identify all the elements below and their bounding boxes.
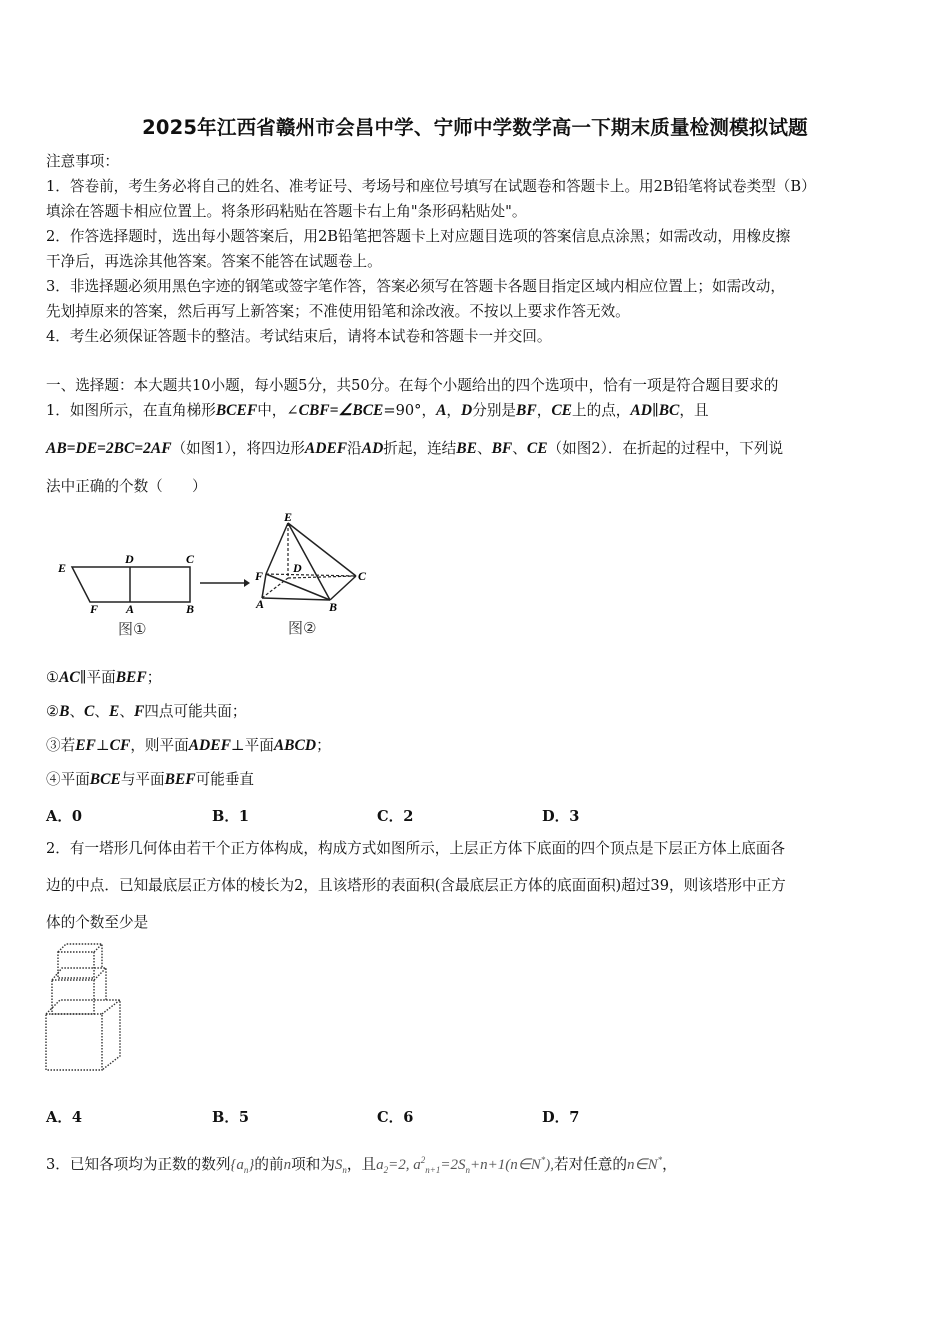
figure-tower-cubes <box>42 942 128 1074</box>
q1-option-c[interactable]: C．2 <box>377 808 414 825</box>
q1-line-2: AB=DE=2BC=2AF（如图1），将四边形ADEF沿AD折起，连结BE、BF、CE（如图2）．在折起的过程中，下列说 <box>46 440 784 457</box>
q1-statement-3: ③若EF⊥CF，则平面ADEF⊥平面ABCD； <box>46 737 331 754</box>
figure-2-solid <box>252 510 372 640</box>
notice-line-2: 填涂在答题卡相应位置上。将条形码粘贴在答题卡右上角"条形码粘贴处"。 <box>46 203 527 220</box>
fig1-label-A: A <box>126 602 135 616</box>
section-heading: 一、选择题：本大题共10小题，每小题5分，共50分。在每个小题给出的四个选项中，恰有一项是符合题目要求的 <box>46 377 779 394</box>
q2-option-a[interactable]: A．4 <box>46 1109 83 1126</box>
fig1-label-F: F <box>90 602 99 616</box>
q2-line-1: 2．有一塔形几何体由若干个正方体构成，构成方式如图所示，上层正方体下底面的四个顶点是下层正方体上底面各 <box>46 840 785 857</box>
figure-1-trapezoid <box>50 545 210 640</box>
fig1-label-E: E <box>58 561 67 575</box>
q2-line-2: 边的中点．已知最底层正方体的棱长为2，且该塔形的表面积(含最底层正方体的底面面积)超过39，则该塔形中正方 <box>46 877 786 894</box>
q1-statement-2: ②B、C、E、F四点可能共面； <box>46 703 247 720</box>
notice-line-6: 先划掉原来的答案，然后再写上新答案；不准使用铅笔和涂改液。不按以上要求作答无效。 <box>46 303 630 320</box>
notice-line-3: 2．作答选择题时，选出每小题答案后，用2B铅笔把答题卡上对应题目选项的答案信息点涂黑；如需改动，用橡皮擦 <box>46 228 791 245</box>
arrow-icon <box>198 575 250 591</box>
q2-option-d[interactable]: D．7 <box>542 1109 580 1126</box>
fig2-label-B: B <box>329 600 338 614</box>
notice-line-4: 干净后，再选涂其他答案。答案不能答在试题卷上。 <box>46 253 382 270</box>
fig1-label-C: C <box>186 552 195 566</box>
notice-line-5: 3．非选择题必须用黑色字迹的钢笔或签字笔作答，答案必须写在答题卡各题目指定区域内相应位置上；如需改动， <box>46 278 785 295</box>
q2-option-b[interactable]: B．5 <box>212 1109 250 1126</box>
q1-option-a[interactable]: A．0 <box>46 808 83 825</box>
q2-option-c[interactable]: C．6 <box>377 1109 414 1126</box>
notice-heading: 注意事项： <box>46 153 119 170</box>
fig1-label-B: B <box>186 602 195 616</box>
q1-line-3: 法中正确的个数（ ） <box>46 478 207 495</box>
q1-statement-1: ①AC∥平面BEF； <box>46 669 162 686</box>
q1-statement-4: ④平面BCE与平面BEF可能垂直 <box>46 771 255 788</box>
q1-option-b[interactable]: B．1 <box>212 808 250 825</box>
q3-sequence-symbol: $\{a_n\}$ <box>230 1157 255 1175</box>
fig2-label-C: C <box>358 569 367 583</box>
fig2-label-D: D <box>293 561 302 575</box>
q3-condition-formula: $a_2=2$, $a^2_{n+1}=2S_n+n+1(n\in N^*)$, <box>376 1155 555 1175</box>
fig2-caption: 图② <box>288 619 317 637</box>
fig1-caption: 图① <box>118 620 147 638</box>
q1-line-1: 1．如图所示，在直角梯形BCEF中，∠CBF=∠BCE=90°，A，D分别是BF，CE上的点，AD∥BC，且 <box>46 402 709 419</box>
q2-line-3: 体的个数至少是 <box>46 914 149 931</box>
fig2-label-A: A <box>256 597 265 611</box>
fig1-label-D: D <box>125 552 134 566</box>
fig2-label-E: E <box>284 510 293 524</box>
notice-line-7: 4．考生必须保证答题卡的整洁。考试结束后，请将本试卷和答题卡一并交回。 <box>46 328 552 345</box>
notice-line-1: 1．答卷前，考生务必将自己的姓名、准考证号、考场号和座位号填写在试题卷和答题卡上。用2B铅笔将试卷类型（B） <box>46 178 816 195</box>
fig2-label-F: F <box>255 569 264 583</box>
page-title: 2025年江西省赣州市会昌中学、宁师中学数学高一下期末质量检测模拟试题 <box>142 116 808 139</box>
q1-option-d[interactable]: D．3 <box>542 808 580 825</box>
q3-line-1: 3．已知各项均为正数的数列$\{a_n\}$的前n项和为$S_n$，且$a_2=2$, $a^2_{n+1}=2S_n+n+1(n\in N^*)$,若对任意的n∈N*， <box>46 1155 677 1175</box>
